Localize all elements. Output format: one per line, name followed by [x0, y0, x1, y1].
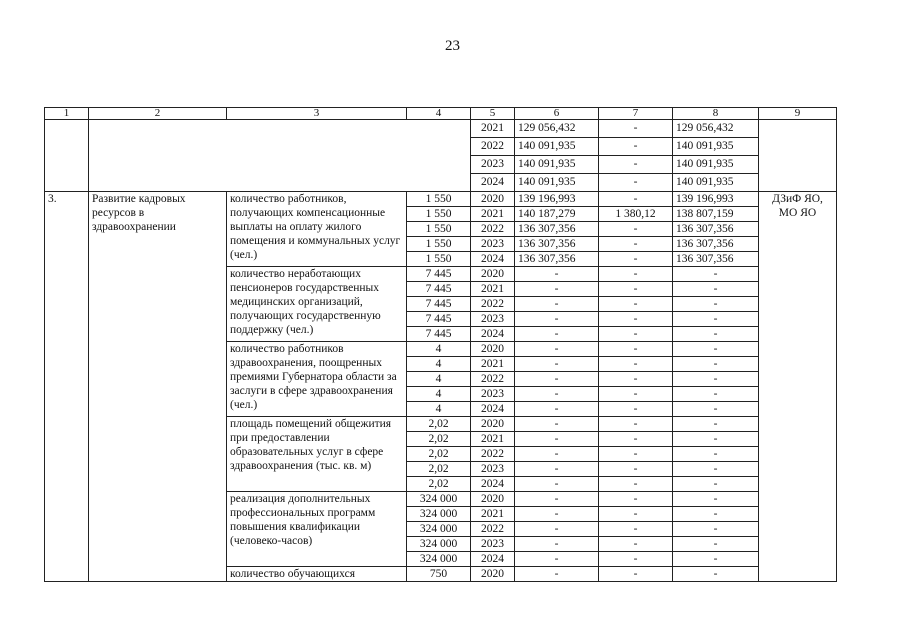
indicator-value-cell: 2,02 [407, 432, 471, 447]
year-cell: 2024 [471, 252, 515, 267]
funding-federal-cell: - [599, 237, 673, 252]
funding-total-cell: - [515, 327, 599, 342]
indicator-value-cell: 324 000 [407, 522, 471, 537]
col-header-8: 8 [673, 108, 759, 120]
funding-total-cell: - [515, 462, 599, 477]
funding-regional-cell: - [673, 537, 759, 552]
year-cell: 2023 [471, 462, 515, 477]
year-cell: 2024 [471, 477, 515, 492]
funding-federal-cell: - [599, 417, 673, 432]
year-cell: 2023 [471, 156, 515, 174]
funding-total-cell: - [515, 297, 599, 312]
indicator-value-cell: 4 [407, 342, 471, 357]
year-cell: 2020 [471, 342, 515, 357]
continuation-row [45, 120, 837, 138]
col-header-3: 3 [227, 108, 407, 120]
funding-federal-cell: - [599, 552, 673, 567]
funding-regional-cell: 129 056,432 [673, 120, 759, 138]
year-cell: 2021 [471, 507, 515, 522]
funding-federal-cell: - [599, 312, 673, 327]
funding-regional-cell: - [673, 357, 759, 372]
column-number-row [45, 108, 837, 120]
funding-federal-cell: - [599, 432, 673, 447]
funding-regional-cell: - [673, 297, 759, 312]
funding-total-cell: - [515, 282, 599, 297]
funding-federal-cell: - [599, 492, 673, 507]
empty-description-cell [89, 120, 471, 192]
funding-federal-cell: - [599, 567, 673, 582]
funding-regional-cell: - [673, 267, 759, 282]
funding-federal-cell: 1 380,12 [599, 207, 673, 222]
funding-total-cell: - [515, 312, 599, 327]
funding-regional-cell: - [673, 282, 759, 297]
funding-federal-cell: - [599, 156, 673, 174]
indicator-description: количество работников здравоохранения, поощренных премиями Губернатора области за заслуги в сфере здравоохранения (чел.) [227, 342, 407, 417]
program-table [44, 107, 837, 582]
year-cell: 2020 [471, 417, 515, 432]
funding-total-cell: 140 187,279 [515, 207, 599, 222]
year-cell: 2021 [471, 207, 515, 222]
col-header-6: 6 [515, 108, 599, 120]
indicator-value-cell: 1 550 [407, 222, 471, 237]
col-header-9: 9 [759, 108, 837, 120]
empty-executor-cell [759, 120, 837, 192]
indicator-value-cell: 7 445 [407, 312, 471, 327]
indicator-value-cell: 324 000 [407, 492, 471, 507]
indicator-value-cell: 324 000 [407, 537, 471, 552]
year-cell: 2020 [471, 492, 515, 507]
funding-regional-cell: - [673, 417, 759, 432]
indicator-value-cell: 7 445 [407, 267, 471, 282]
funding-total-cell: 139 196,993 [515, 192, 599, 207]
year-cell: 2024 [471, 552, 515, 567]
indicator-value-cell: 7 445 [407, 282, 471, 297]
year-cell: 2024 [471, 402, 515, 417]
section-number: 3. [45, 192, 89, 582]
indicator-value-cell: 7 445 [407, 297, 471, 312]
indicator-value-cell: 7 445 [407, 327, 471, 342]
funding-regional-cell: - [673, 327, 759, 342]
indicator-description: количество неработающих пенсионеров государственных медицинских организаций, получающих государственную поддержку (чел.) [227, 267, 407, 342]
funding-regional-cell: 136 307,356 [673, 222, 759, 237]
funding-regional-cell: - [673, 477, 759, 492]
funding-total-cell: - [515, 492, 599, 507]
empty-number-cell [45, 120, 89, 192]
indicator-value-cell: 324 000 [407, 507, 471, 522]
funding-total-cell: - [515, 372, 599, 387]
year-cell: 2020 [471, 267, 515, 282]
funding-total-cell: - [515, 447, 599, 462]
funding-total-cell: - [515, 552, 599, 567]
funding-regional-cell: - [673, 312, 759, 327]
funding-federal-cell: - [599, 297, 673, 312]
year-cell: 2022 [471, 522, 515, 537]
table-body [45, 108, 837, 582]
year-cell: 2021 [471, 432, 515, 447]
col-header-4: 4 [407, 108, 471, 120]
year-cell: 2023 [471, 312, 515, 327]
indicator-value-cell: 750 [407, 567, 471, 582]
funding-regional-cell: - [673, 462, 759, 477]
funding-regional-cell: 139 196,993 [673, 192, 759, 207]
funding-federal-cell: - [599, 372, 673, 387]
funding-federal-cell: - [599, 522, 673, 537]
funding-regional-cell: - [673, 342, 759, 357]
funding-total-cell: 136 307,356 [515, 252, 599, 267]
year-cell: 2022 [471, 372, 515, 387]
section-executor: ДЗиФ ЯО, МО ЯО [759, 192, 837, 582]
funding-total-cell: - [515, 537, 599, 552]
funding-total-cell: - [515, 567, 599, 582]
indicator-value-cell: 4 [407, 402, 471, 417]
funding-regional-cell: - [673, 522, 759, 537]
funding-federal-cell: - [599, 174, 673, 192]
indicator-value-cell: 1 550 [407, 237, 471, 252]
funding-federal-cell: - [599, 402, 673, 417]
indicator-value-cell: 2,02 [407, 477, 471, 492]
funding-federal-cell: - [599, 462, 673, 477]
funding-federal-cell: - [599, 342, 673, 357]
year-cell: 2023 [471, 537, 515, 552]
year-cell: 2024 [471, 174, 515, 192]
funding-regional-cell: 140 091,935 [673, 138, 759, 156]
indicator-value-cell: 2,02 [407, 417, 471, 432]
funding-regional-cell: - [673, 402, 759, 417]
funding-federal-cell: - [599, 252, 673, 267]
funding-total-cell: - [515, 402, 599, 417]
indicator-description: количество обучающихся [227, 567, 407, 582]
indicator-value-cell: 1 550 [407, 207, 471, 222]
indicator-value-cell: 4 [407, 387, 471, 402]
indicator-description: количество работников, получающих компенсационные выплаты на оплату жилого помещения и коммунальных услуг (чел.) [227, 192, 407, 267]
funding-total-cell: - [515, 432, 599, 447]
indicator-value-cell: 4 [407, 372, 471, 387]
funding-total-cell: 136 307,356 [515, 237, 599, 252]
indicator-row [45, 192, 837, 207]
funding-regional-cell: - [673, 507, 759, 522]
indicator-description: площадь помещений общежития при предоставлении образовательных услуг в сфере здравоохранения (тыс. кв. м) [227, 417, 407, 492]
col-header-5: 5 [471, 108, 515, 120]
funding-federal-cell: - [599, 222, 673, 237]
funding-regional-cell: 140 091,935 [673, 156, 759, 174]
funding-total-cell: - [515, 477, 599, 492]
funding-total-cell: - [515, 387, 599, 402]
year-cell: 2022 [471, 138, 515, 156]
page-number: 23 [445, 38, 460, 54]
funding-total-cell: - [515, 342, 599, 357]
funding-regional-cell: 140 091,935 [673, 174, 759, 192]
funding-total-cell: - [515, 357, 599, 372]
funding-total-cell: - [515, 267, 599, 282]
indicator-value-cell: 2,02 [407, 462, 471, 477]
funding-federal-cell: - [599, 282, 673, 297]
funding-federal-cell: - [599, 537, 673, 552]
funding-total-cell: - [515, 417, 599, 432]
indicator-value-cell: 1 550 [407, 252, 471, 267]
funding-regional-cell: - [673, 387, 759, 402]
year-cell: 2020 [471, 192, 515, 207]
funding-regional-cell: - [673, 552, 759, 567]
funding-regional-cell: - [673, 432, 759, 447]
section-title: Развитие кадровых ресурсов в здравоохранении [89, 192, 227, 582]
year-cell: 2022 [471, 297, 515, 312]
year-cell: 2020 [471, 567, 515, 582]
funding-federal-cell: - [599, 477, 673, 492]
year-cell: 2021 [471, 120, 515, 138]
funding-federal-cell: - [599, 120, 673, 138]
indicator-value-cell: 324 000 [407, 552, 471, 567]
funding-federal-cell: - [599, 447, 673, 462]
indicator-value-cell: 1 550 [407, 192, 471, 207]
indicator-value-cell: 4 [407, 357, 471, 372]
funding-federal-cell: - [599, 357, 673, 372]
funding-federal-cell: - [599, 387, 673, 402]
funding-federal-cell: - [599, 192, 673, 207]
col-header-1: 1 [45, 108, 89, 120]
funding-regional-cell: 138 807,159 [673, 207, 759, 222]
funding-regional-cell: 136 307,356 [673, 252, 759, 267]
year-cell: 2024 [471, 327, 515, 342]
funding-total-cell: 140 091,935 [515, 156, 599, 174]
indicator-description: реализация дополнительных профессиональных программ повышения квалификации (человеко-часов) [227, 492, 407, 567]
funding-total-cell: - [515, 507, 599, 522]
funding-federal-cell: - [599, 507, 673, 522]
year-cell: 2022 [471, 222, 515, 237]
funding-total-cell: - [515, 522, 599, 537]
year-cell: 2021 [471, 282, 515, 297]
funding-regional-cell: 136 307,356 [673, 237, 759, 252]
funding-regional-cell: - [673, 567, 759, 582]
funding-regional-cell: - [673, 447, 759, 462]
funding-total-cell: 140 091,935 [515, 174, 599, 192]
funding-federal-cell: - [599, 138, 673, 156]
year-cell: 2023 [471, 387, 515, 402]
indicator-value-cell: 2,02 [407, 447, 471, 462]
funding-federal-cell: - [599, 327, 673, 342]
funding-total-cell: 136 307,356 [515, 222, 599, 237]
funding-regional-cell: - [673, 372, 759, 387]
year-cell: 2022 [471, 447, 515, 462]
funding-total-cell: 140 091,935 [515, 138, 599, 156]
funding-total-cell: 129 056,432 [515, 120, 599, 138]
col-header-7: 7 [599, 108, 673, 120]
year-cell: 2021 [471, 357, 515, 372]
funding-federal-cell: - [599, 267, 673, 282]
funding-regional-cell: - [673, 492, 759, 507]
year-cell: 2023 [471, 237, 515, 252]
col-header-2: 2 [89, 108, 227, 120]
